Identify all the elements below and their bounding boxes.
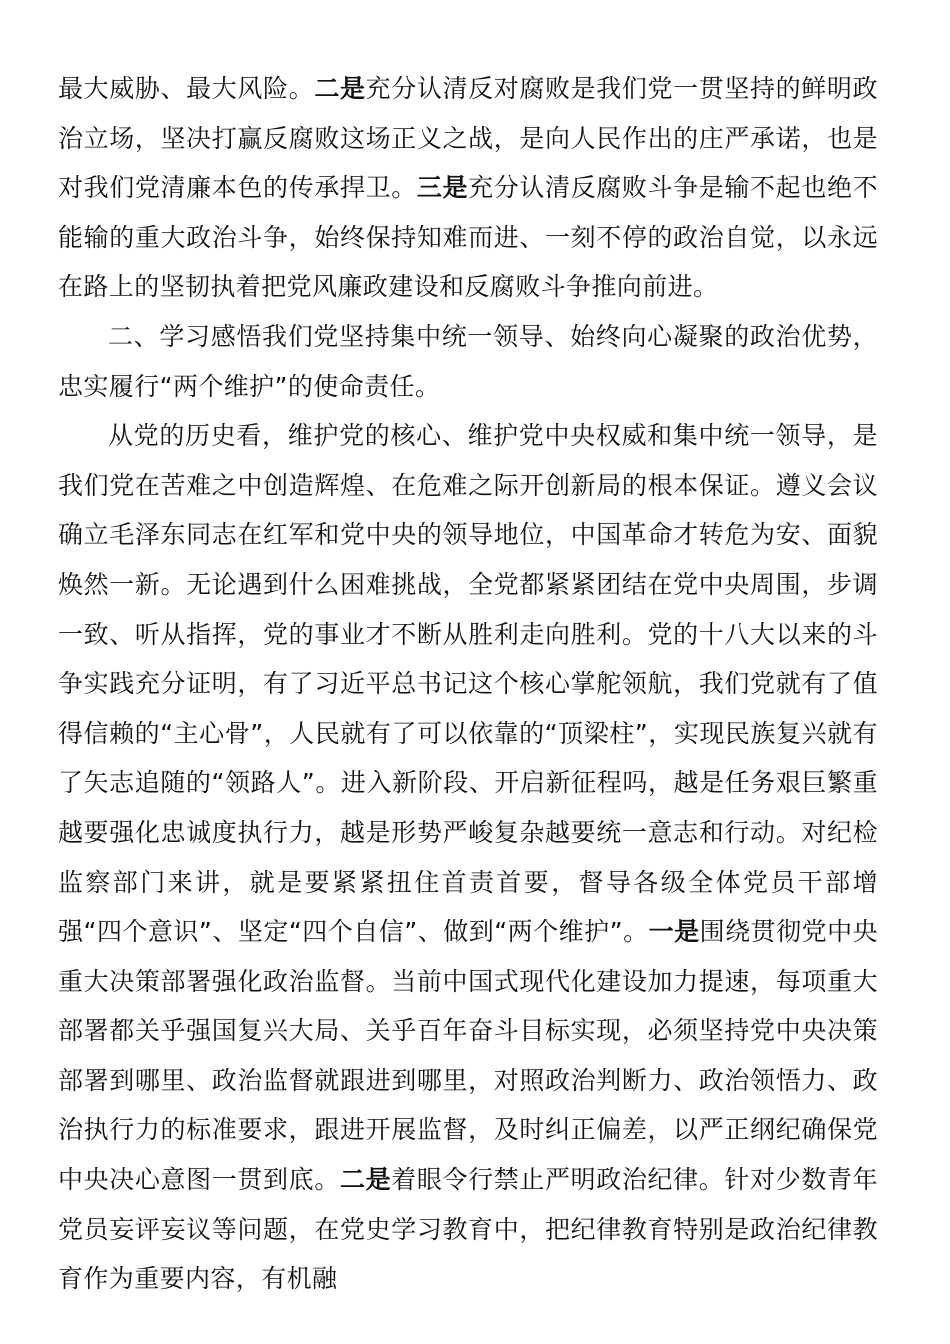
document-body (58, 64, 878, 1304)
bold-marker: 二是 (339, 1165, 392, 1195)
text-segment: 从党的历史看，维护党的核心、维护党中央权威和集中统一领导，是我们党在苦难之中创造辉煌、在危难之际开创新局的根本保证。遵义会议确立毛泽东同志在红军和党中央的领导地位，中国革命才转危为安、面貌焕然一新。无论遇到什么困难挑战，全党都紧紧团结在党中央周围，步调一致、听从指挥，党的事业才不断从胜利走向胜利。党的十八大以来的斗争实践充分证明，有了习近平总书记这个核心掌舵领航，我们党就有了值得信赖的“主心骨”，人民就有了可以依靠的“顶梁柱”，实现民族复兴就有了矢志追随的“领路人”。进入新阶段、开启新征程吗，越是任务艰巨繁重越要强化忠诚度执行力，越是形势严峻复杂越要统一意志和行动。对纪检监察部门来讲，就是要紧紧扭住首责首要，督导各级全体党员干部增强“四个意识”、坚定“四个自信”、做到“两个维护”。 (58, 421, 878, 947)
text-segment: 充分认清反对腐败是我们党一贯坚持的鲜明政治立场，坚决打赢反腐败这场正义之战，是向人民作出的庄严承诺，也是对我们党清廉本色的传承捍卫。 (58, 74, 878, 203)
bold-marker: 三是 (416, 173, 469, 203)
text-segment: 充分认清反腐败斗争是输不起也绝不能输的重大政治斗争，始终保持知难而进、一刻不停的政治自觉，以永远在路上的坚韧执着把党风廉政建设和反腐败斗争推向前进。 (58, 173, 878, 302)
section-heading: 二、学习感悟我们党坚持集中统一领导、始终向心凝聚的政治优势，忠实履行“两个维护”的使命责任。 (58, 321, 878, 401)
bold-marker: 一是 (648, 917, 700, 947)
paragraph-body (58, 411, 878, 1304)
paragraph-continuation (58, 64, 878, 312)
text-segment: 围绕贯彻党中央重大决策部署强化政治监督。当前中国式现代化建设加力提速，每项重大部署都关乎强国复兴大局、关乎百年奋斗目标实现，必须坚持党中央决策部署到哪里、政治监督就跟进到哪里，对照政治判断力、政治领悟力、政治执行力的标准要求，跟进开展监督，及时纠正偏差，以严正纲纪确保党中央决心意图一贯到底。 (58, 917, 878, 1195)
text-segment: 着眼令行禁止严明政治纪律。针对少数青年党员妄评妄议等问题，在党史学习教育中，把纪律教育特别是政治纪律教育作为重要内容，有机融 (58, 1165, 878, 1294)
bold-marker: 二是 (314, 74, 366, 103)
text-segment: 最大威胁、最大风险。 (58, 74, 315, 103)
